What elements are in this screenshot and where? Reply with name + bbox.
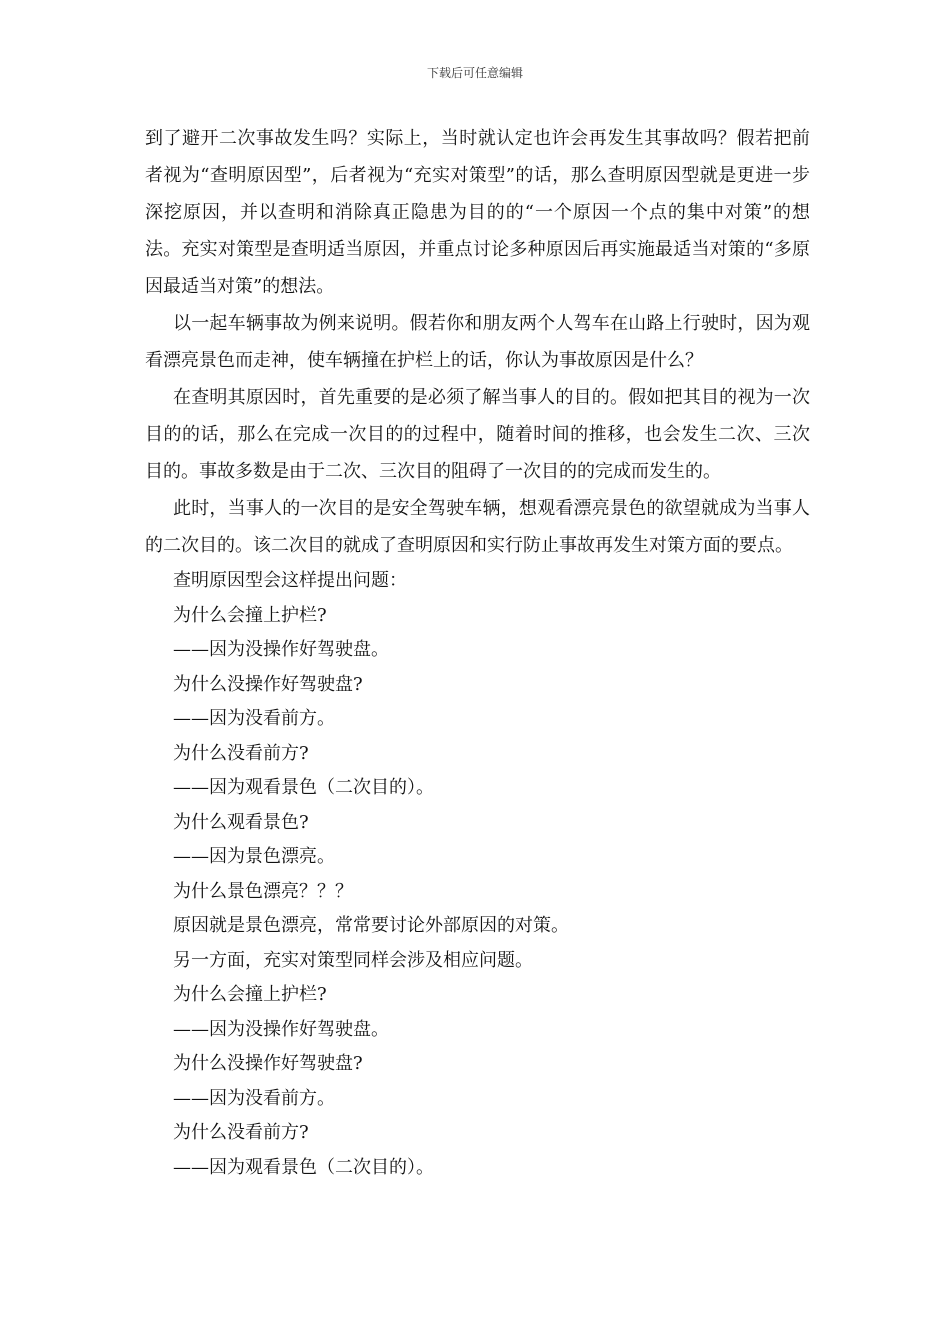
paragraph-purpose-analysis: 在查明其原因时，首先重要的是必须了解当事人的目的。假如把其目的视为一次目的的话，那么在完成一次目的的过程中，随着时间的推移，也会发生二次、三次目的。事故多数是由于二次、三次目的阻碍了一次目的的完成而发生的。 bbox=[145, 387, 810, 482]
answer-line: ——因为观看景色（二次目的）。 bbox=[173, 1156, 434, 1178]
answer-line: ——因为没看前方。 bbox=[173, 708, 335, 729]
question-intro-measure-type: 另一方面，充实对策型同样会涉及相应问题。 bbox=[173, 949, 533, 971]
question-line: 为什么没操作好驾驶盘? bbox=[173, 673, 363, 695]
question-line: 为什么没看前方? bbox=[173, 1122, 309, 1143]
question-line: 为什么观看景色? bbox=[173, 811, 309, 833]
answer-line: ——因为没操作好驾驶盘。 bbox=[173, 639, 389, 660]
answer-line: ——因为没看前方。 bbox=[173, 1087, 335, 1109]
question-line: 为什么景色漂亮？？？ bbox=[173, 880, 353, 902]
question-line: 为什么会撞上护栏? bbox=[173, 604, 327, 626]
question-line: 为什么没看前方? bbox=[173, 742, 309, 764]
conclusion-line: 原因就是景色漂亮，常常要讨论外部原因的对策。 bbox=[173, 915, 569, 936]
question-intro-cause-type: 查明原因型会这样提出问题： bbox=[173, 570, 407, 591]
page-header-note: 下载后可任意编辑 bbox=[426, 66, 523, 80]
question-line: 为什么没操作好驾驶盘? bbox=[173, 1053, 363, 1074]
paragraph-cause-types: 到了避开二次事故发生吗？实际上，当时就认定也许会再发生其事故吗？假若把前者视为“查明原因型”，后者视为“充实对策型”的话，那么查明原因型就是更进一步深挖原因，并以查明和消除真正隐患为目的的“一个原因一个点的集中对策”的想法。充实对策型是查明适当原因，并重点讨论多种原因后再实施最适当对策的“多原因最适当对策”的想法。 bbox=[145, 128, 810, 297]
answer-line: ——因为没操作好驾驶盘。 bbox=[173, 1018, 389, 1040]
paragraph-secondary-purpose: 此时，当事人的一次目的是安全驾驶车辆，想观看漂亮景色的欲望就成为当事人的二次目的。该二次目的就成了查明原因和实行防止事故再发生对策方面的要点。 bbox=[145, 498, 810, 556]
answer-line: ——因为景色漂亮。 bbox=[173, 846, 335, 867]
document-body bbox=[145, 120, 810, 1185]
paragraph-accident-example: 以一起车辆事故为例来说明。假若你和朋友两个人驾车在山路上行驶时，因为观看漂亮景色而走神，使车辆撞在护栏上的话，你认为事故原因是什么？ bbox=[145, 313, 810, 371]
question-line: 为什么会撞上护栏? bbox=[173, 984, 327, 1005]
answer-line: ——因为观看景色（二次目的）。 bbox=[173, 777, 434, 798]
